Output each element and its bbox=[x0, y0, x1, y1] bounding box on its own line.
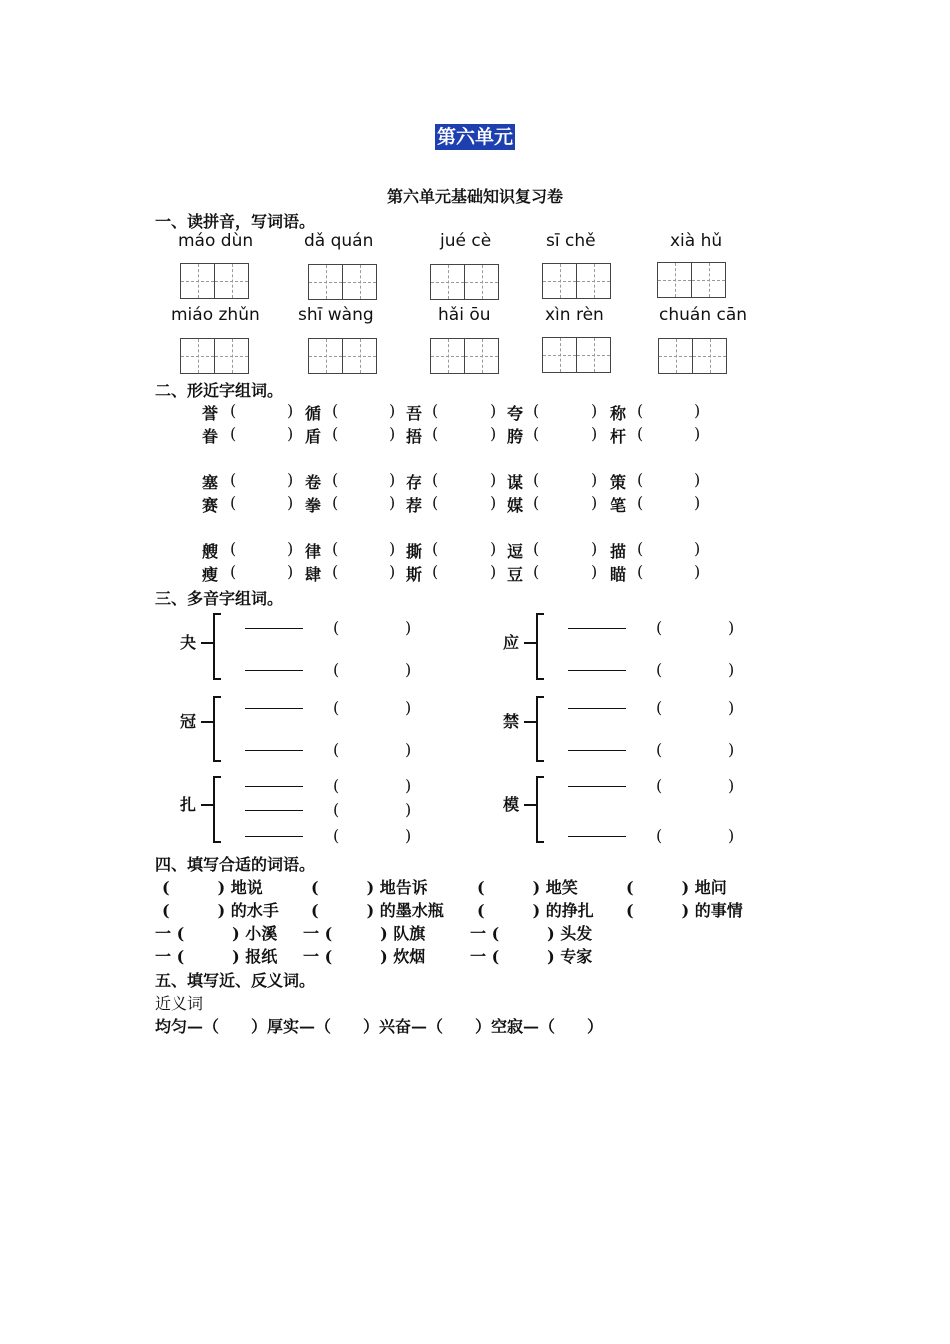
answer-blank-open[interactable]: ( bbox=[637, 539, 644, 558]
pinyin-blank[interactable] bbox=[245, 750, 303, 751]
pinyin-blank[interactable] bbox=[568, 708, 626, 709]
answer-blank-open[interactable]: ( bbox=[332, 539, 339, 558]
similar-char: 杆 bbox=[610, 427, 627, 446]
answer-blank-open[interactable]: ( bbox=[432, 424, 439, 443]
answer-blank-close[interactable]: ) bbox=[405, 826, 412, 845]
writing-grid[interactable] bbox=[430, 338, 499, 374]
writing-grid[interactable] bbox=[430, 264, 499, 300]
brace-stem bbox=[524, 642, 536, 644]
pinyin-label: miáo zhǔn bbox=[171, 305, 260, 325]
answer-blank-close[interactable]: ) bbox=[728, 776, 735, 795]
answer-blank-open[interactable]: ( bbox=[432, 562, 439, 581]
answer-blank-close[interactable]: ) bbox=[694, 470, 701, 489]
answer-blank-open[interactable]: ( bbox=[332, 562, 339, 581]
answer-blank-close[interactable]: ) bbox=[405, 776, 412, 795]
answer-blank-open[interactable]: ( bbox=[656, 776, 663, 795]
similar-char: 豆 bbox=[507, 565, 524, 584]
brace bbox=[536, 696, 544, 762]
answer-blank-open[interactable]: ( bbox=[533, 424, 540, 443]
section-4-heading: 四、填写合适的词语。 bbox=[155, 855, 316, 874]
pinyin-blank[interactable] bbox=[245, 810, 303, 811]
fill-item[interactable]: ( ) 的事情 bbox=[626, 901, 743, 920]
brace bbox=[213, 696, 221, 762]
answer-blank-close[interactable]: ) bbox=[389, 424, 396, 443]
brace bbox=[536, 613, 544, 680]
answer-blank-close[interactable]: ) bbox=[490, 562, 497, 581]
pinyin-label: dǎ quán bbox=[304, 231, 374, 251]
answer-blank-open[interactable]: ( bbox=[533, 562, 540, 581]
answer-blank-close[interactable]: ) bbox=[287, 493, 294, 512]
pinyin-blank[interactable] bbox=[568, 628, 626, 629]
polyphone-char: 扎 bbox=[180, 795, 197, 814]
answer-blank-close[interactable]: ) bbox=[728, 618, 735, 637]
answer-blank-open[interactable]: ( bbox=[333, 660, 340, 679]
answer-blank-close[interactable]: ) bbox=[591, 470, 598, 489]
answer-blank-open[interactable]: ( bbox=[637, 424, 644, 443]
brace bbox=[536, 776, 544, 843]
answer-blank-close[interactable]: ) bbox=[405, 618, 412, 637]
writing-grid[interactable] bbox=[658, 338, 727, 374]
polyphone-char: 冠 bbox=[180, 712, 197, 731]
answer-blank-open[interactable]: ( bbox=[333, 826, 340, 845]
answer-blank-open[interactable]: ( bbox=[656, 618, 663, 637]
similar-char: 盾 bbox=[305, 427, 322, 446]
similar-char: 瞄 bbox=[610, 565, 627, 584]
answer-blank-open[interactable]: ( bbox=[333, 776, 340, 795]
answer-blank-open[interactable]: ( bbox=[656, 826, 663, 845]
answer-blank-open[interactable]: ( bbox=[230, 424, 237, 443]
answer-blank-close[interactable]: ) bbox=[728, 660, 735, 679]
answer-blank-open[interactable]: ( bbox=[656, 698, 663, 717]
answer-blank-open[interactable]: ( bbox=[333, 740, 340, 759]
similar-char: 肆 bbox=[305, 565, 322, 584]
fill-item[interactable]: 一 ( ) 炊烟 bbox=[303, 947, 426, 966]
answer-blank-open[interactable]: ( bbox=[230, 539, 237, 558]
section-2-heading: 二、形近字组词。 bbox=[155, 381, 284, 400]
pinyin-label: xìn rèn bbox=[545, 305, 604, 325]
synonym-subheading: 近义词 bbox=[155, 994, 204, 1013]
answer-blank-close[interactable]: ) bbox=[728, 740, 735, 759]
answer-blank-close[interactable]: ) bbox=[287, 539, 294, 558]
fill-item[interactable]: 一 ( ) 专家 bbox=[470, 947, 593, 966]
writing-grid[interactable] bbox=[180, 263, 249, 299]
similar-char: 律 bbox=[305, 542, 322, 561]
pinyin-label: máo dùn bbox=[178, 231, 254, 251]
answer-blank-close[interactable]: ) bbox=[728, 698, 735, 717]
brace-stem bbox=[201, 721, 213, 723]
answer-blank-close[interactable]: ) bbox=[490, 470, 497, 489]
answer-blank-close[interactable]: ) bbox=[287, 424, 294, 443]
pinyin-label: chuán cān bbox=[659, 305, 748, 325]
similar-char: 笔 bbox=[610, 496, 627, 515]
answer-blank-open[interactable]: ( bbox=[533, 470, 540, 489]
answer-blank-close[interactable]: ) bbox=[287, 401, 294, 420]
answer-blank-open[interactable]: ( bbox=[332, 424, 339, 443]
answer-blank-open[interactable]: ( bbox=[230, 493, 237, 512]
fill-item[interactable]: 一 ( ) 头发 bbox=[470, 924, 593, 943]
answer-blank-close[interactable]: ) bbox=[490, 493, 497, 512]
pinyin-blank[interactable] bbox=[245, 708, 303, 709]
similar-char: 媒 bbox=[507, 496, 524, 515]
answer-blank-close[interactable]: ) bbox=[389, 562, 396, 581]
similar-char: 眷 bbox=[202, 427, 219, 446]
answer-blank-close[interactable]: ) bbox=[694, 493, 701, 512]
fill-item[interactable]: ( ) 地告诉 bbox=[311, 878, 428, 897]
answer-blank-open[interactable]: ( bbox=[637, 470, 644, 489]
pinyin-label: jué cè bbox=[440, 231, 492, 251]
answer-blank-open[interactable]: ( bbox=[230, 401, 237, 420]
pinyin-blank[interactable] bbox=[568, 836, 626, 837]
fill-item[interactable]: ( ) 的挣扎 bbox=[477, 901, 594, 920]
fill-item[interactable]: ( ) 的墨水瓶 bbox=[311, 901, 444, 920]
writing-grid[interactable] bbox=[180, 338, 249, 374]
fill-item[interactable]: 一 ( ) 报纸 bbox=[155, 947, 278, 966]
brace bbox=[213, 776, 221, 843]
fill-item[interactable]: ( ) 地问 bbox=[626, 878, 727, 897]
similar-char: 誉 bbox=[202, 404, 219, 423]
pinyin-blank[interactable] bbox=[245, 836, 303, 837]
similar-char: 夸 bbox=[507, 404, 524, 423]
writing-grid[interactable] bbox=[657, 262, 726, 298]
answer-blank-close[interactable]: ) bbox=[591, 493, 598, 512]
pinyin-blank[interactable] bbox=[245, 786, 303, 787]
similar-char: 拳 bbox=[305, 496, 322, 515]
answer-blank-close[interactable]: ) bbox=[694, 562, 701, 581]
brace-stem bbox=[201, 642, 213, 644]
answer-blank-open[interactable]: ( bbox=[656, 740, 663, 759]
section-1-heading: 一、读拼音，写词语。 bbox=[155, 212, 316, 231]
similar-char: 胯 bbox=[507, 427, 524, 446]
answer-blank-close[interactable]: ) bbox=[389, 539, 396, 558]
unit-banner: 第六单元 bbox=[436, 126, 513, 148]
similar-char: 斯 bbox=[406, 565, 423, 584]
brace-stem bbox=[201, 804, 213, 806]
answer-blank-open[interactable]: ( bbox=[432, 401, 439, 420]
pinyin-label: hǎi ōu bbox=[438, 305, 491, 325]
section-5-heading: 五、填写近、反义词。 bbox=[155, 971, 316, 990]
answer-blank-open[interactable]: ( bbox=[533, 493, 540, 512]
answer-blank-open[interactable]: ( bbox=[637, 562, 644, 581]
similar-char: 捂 bbox=[406, 427, 423, 446]
polyphone-char: 夬 bbox=[180, 633, 197, 652]
answer-blank-open[interactable]: ( bbox=[230, 470, 237, 489]
fill-item[interactable]: ( ) 地笑 bbox=[477, 878, 578, 897]
answer-blank-close[interactable]: ) bbox=[405, 698, 412, 717]
similar-char: 逗 bbox=[507, 542, 524, 561]
answer-blank-close[interactable]: ) bbox=[694, 401, 701, 420]
answer-blank-close[interactable]: ) bbox=[405, 660, 412, 679]
writing-grid[interactable] bbox=[308, 338, 377, 374]
fill-item[interactable]: 一 ( ) 队旗 bbox=[303, 924, 426, 943]
answer-blank-open[interactable]: ( bbox=[333, 800, 340, 819]
answer-blank-close[interactable]: ) bbox=[389, 470, 396, 489]
synonym-line[interactable]: 均匀—（ ）厚实—（ ）兴奋—（ ）空寂—（ ） bbox=[155, 1017, 604, 1036]
pinyin-blank[interactable] bbox=[568, 670, 626, 671]
similar-char: 塞 bbox=[202, 473, 219, 492]
answer-blank-open[interactable]: ( bbox=[332, 470, 339, 489]
answer-blank-close[interactable]: ) bbox=[490, 401, 497, 420]
writing-grid[interactable] bbox=[542, 337, 611, 373]
similar-char: 卷 bbox=[305, 473, 322, 492]
answer-blank-open[interactable]: ( bbox=[333, 618, 340, 637]
answer-blank-open[interactable]: ( bbox=[637, 493, 644, 512]
answer-blank-open[interactable]: ( bbox=[533, 539, 540, 558]
answer-blank-close[interactable]: ) bbox=[389, 401, 396, 420]
similar-char: 艘 bbox=[202, 542, 219, 561]
similar-char: 策 bbox=[610, 473, 627, 492]
answer-blank-close[interactable]: ) bbox=[591, 401, 598, 420]
similar-char: 吾 bbox=[406, 404, 423, 423]
answer-blank-close[interactable]: ) bbox=[694, 424, 701, 443]
brace-stem bbox=[524, 804, 536, 806]
brace bbox=[213, 613, 221, 680]
pinyin-label: sī chě bbox=[546, 231, 596, 251]
answer-blank-open[interactable]: ( bbox=[637, 401, 644, 420]
answer-blank-close[interactable]: ) bbox=[728, 826, 735, 845]
fill-item[interactable]: 一 ( ) 小溪 bbox=[155, 924, 278, 943]
answer-blank-close[interactable]: ) bbox=[591, 424, 598, 443]
fill-item[interactable]: ( ) 的水手 bbox=[162, 901, 279, 920]
similar-char: 撕 bbox=[406, 542, 423, 561]
polyphone-char: 应 bbox=[503, 633, 520, 652]
writing-grid[interactable] bbox=[308, 264, 377, 300]
similar-char: 存 bbox=[406, 473, 423, 492]
similar-char: 描 bbox=[610, 542, 627, 561]
answer-blank-open[interactable]: ( bbox=[332, 493, 339, 512]
answer-blank-close[interactable]: ) bbox=[490, 539, 497, 558]
answer-blank-open[interactable]: ( bbox=[432, 493, 439, 512]
answer-blank-close[interactable]: ) bbox=[389, 493, 396, 512]
answer-blank-close[interactable]: ) bbox=[405, 800, 412, 819]
answer-blank-close[interactable]: ) bbox=[405, 740, 412, 759]
answer-blank-close[interactable]: ) bbox=[694, 539, 701, 558]
answer-blank-open[interactable]: ( bbox=[432, 470, 439, 489]
pinyin-blank[interactable] bbox=[245, 628, 303, 629]
similar-char: 荐 bbox=[406, 496, 423, 515]
pinyin-label: shī wàng bbox=[298, 305, 374, 325]
pinyin-blank[interactable] bbox=[568, 786, 626, 787]
writing-grid[interactable] bbox=[542, 263, 611, 299]
fill-item[interactable]: ( ) 地说 bbox=[162, 878, 263, 897]
similar-char: 瘦 bbox=[202, 565, 219, 584]
answer-blank-open[interactable]: ( bbox=[432, 539, 439, 558]
answer-blank-close[interactable]: ) bbox=[287, 562, 294, 581]
answer-blank-open[interactable]: ( bbox=[533, 401, 540, 420]
worksheet-title: 第六单元基础知识复习卷 bbox=[386, 187, 563, 206]
answer-blank-open[interactable]: ( bbox=[332, 401, 339, 420]
answer-blank-open[interactable]: ( bbox=[656, 660, 663, 679]
polyphone-char: 模 bbox=[503, 795, 520, 814]
section-3-heading: 三、多音字组词。 bbox=[155, 589, 284, 608]
similar-char: 谋 bbox=[507, 473, 524, 492]
answer-blank-open[interactable]: ( bbox=[333, 698, 340, 717]
similar-char: 赛 bbox=[202, 496, 219, 515]
answer-blank-close[interactable]: ) bbox=[591, 562, 598, 581]
similar-char: 循 bbox=[305, 404, 322, 423]
pinyin-label: xià hǔ bbox=[670, 231, 723, 251]
polyphone-char: 禁 bbox=[503, 712, 520, 731]
pinyin-blank[interactable] bbox=[568, 750, 626, 751]
answer-blank-close[interactable]: ) bbox=[591, 539, 598, 558]
similar-char: 称 bbox=[610, 404, 627, 423]
answer-blank-close[interactable]: ) bbox=[287, 470, 294, 489]
pinyin-blank[interactable] bbox=[245, 670, 303, 671]
answer-blank-close[interactable]: ) bbox=[490, 424, 497, 443]
answer-blank-open[interactable]: ( bbox=[230, 562, 237, 581]
brace-stem bbox=[524, 721, 536, 723]
